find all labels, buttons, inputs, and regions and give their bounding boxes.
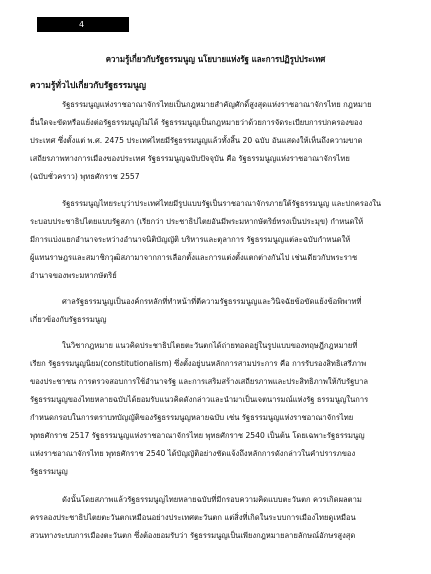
- paragraph-line: รัฐธรรมนูญไทยระบุว่าประเทศไทยมีรูปแบบรัฐเป็นราชอาณาจักรภายใต้รัฐธรรมนูญ และปกครองใน: [62, 199, 382, 208]
- paragraph-line: อำนาจของพระมหากษัตริย์: [30, 271, 117, 280]
- paragraph-line: อื่นใดจะขัดหรือแย้งต่อรัฐธรรมนูญไม่ได้ รัฐธรรมนูญเป็นกฎหมายว่าด้วยการจัดระเบียบการปกครองของ: [30, 118, 363, 127]
- paragraph-line: ผู้แทนราษฎรและสมาชิกวุฒิสภามาจากการเลือกตั้งและการแต่งตั้งแตกต่างกันไป เช่นเดียวกับพระราช: [30, 253, 358, 262]
- section-heading: ความรู้ทั่วไปเกี่ยวกับรัฐธรรมนูญ: [30, 81, 147, 91]
- paragraph-line: เกี่ยวข้องกับรัฐธรรมนูญ: [30, 315, 107, 324]
- paragraph-line: กำหนดกรอบในการตราบทบัญญัติของรัฐธรรมนูญหลายฉบับ เช่น รัฐธรรมนูญแห่งราชอาณาจักรไทย: [30, 413, 354, 422]
- page-title: ความรู้เกี่ยวกับรัฐธรรมนูญ นโยบายแห่งรัฐ และการปฏิรูปประเทศ: [105, 55, 326, 65]
- paragraph-line: สวนทางระบบการเมืองตะวันตก ซึ่งต้องยอมรับว่า รัฐธรรมนูญเป็นเพียงกฎหมายลายลักษณ์อักษรสูงสุด: [30, 531, 356, 540]
- paragraph-line: ประเทศ ซึ่งตั้งแต่ พ.ศ. 2475 ประเทศไทยมีรัฐธรรมนูญแล้วทั้งสิ้น 20 ฉบับ อันแสดงให้เห็นถึงความขาด: [30, 136, 363, 145]
- paragraph-line: มีการแบ่งแยกอำนาจระหว่างอำนาจนิติบัญญัติ บริหารและตุลาการ รัฐธรรมนูญแต่ละฉบับกำหนดให้: [30, 235, 351, 244]
- paragraph-line: รัฐธรรมนูญของไทยหลายฉบับได้ยอมรับแนวคิดดังกล่าวและนำมาเป็นเจตนารมณ์แห่งรัฐ ธรรมนูญในการ: [30, 395, 369, 404]
- page-number-bar: [37, 17, 129, 32]
- paragraph-line: ของประชาชน การตรวจสอบการใช้อำนาจรัฐ และการเสริมสร้างเสถียรภาพและประสิทธิภาพให้กับรัฐบาล: [30, 377, 368, 386]
- paragraph-line: ศาลรัฐธรรมนูญเป็นองค์กรหลักที่ทำหน้าที่ตีความรัฐธรรมนูญและวินิจฉัยข้อขัดแย้งข้อพิพาทที่: [62, 297, 362, 306]
- paragraph-line: (ฉบับชั่วคราว) พุทธศักราช 2557: [30, 172, 140, 181]
- paragraph-line: รัฐธรรมนูญแห่งราชอาณาจักรไทยเป็นกฎหมายสำคัญศักดิ์สูงสุดแห่งราชอาณาจักรไทย กฎหมาย: [62, 100, 372, 109]
- paragraph-line: เสถียรภาพทางการเมืองของประเทศ รัฐธรรมนูญฉบับปัจจุบัน คือ รัฐธรรมนูญแห่งราชอาณาจักรไทย: [30, 154, 350, 163]
- paragraph-line: แห่งราชอาณาจักรไทย พุทธศักราช 2540 ได้บัญญัติอย่างชัดแจ้งถึงหลักการดังกล่าวในคำปรารภของ: [30, 449, 356, 458]
- paragraph-line: ระบอบประชาธิปไตยแบบรัฐสภา (เรียกว่า ประชาธิปไตยอันมีพระมหากษัตริย์ทรงเป็นประมุข) กำหนดให้: [30, 217, 364, 226]
- paragraph-line: พุทธศักราช 2517 รัฐธรรมนูญแห่งราชอาณาจักรไทย พุทธศักราช 2540 เป็นต้น โดยเฉพาะรัฐธรรมนูญ: [30, 431, 365, 440]
- paragraph-line: ในวิชากฎหมาย แนวคิดประชาธิปไตยตะวันตกได้ถ่ายทอดอยู่ในรูปแบบของทฤษฎีกฎหมายที่: [62, 341, 358, 350]
- paragraph-line: ครรลองประชาธิปไตยตะวันตกเหมือนอย่างประเทศตะวันตก แต่สิ่งที่เกิดในระบบการเมืองไทยดูเหมือน: [30, 513, 356, 522]
- paragraph-line: ดังนั้นโดยสภาพแล้วรัฐธรรมนูญไทยหลายฉบับที่มีกรอบความคิดแบบตะวันตก ควรเกิดผลตาม: [62, 495, 362, 504]
- paragraph-line: รัฐธรรมนูญ: [30, 467, 68, 476]
- paragraph-line: เรียก รัฐธรรมนูญนิยม(constitutionalism) ซึ่งตั้งอยู่บนหลักการสามประการ คือ การรับรองสิทธิเสรีภาพ: [30, 359, 367, 368]
- page-number: 4: [79, 20, 85, 29]
